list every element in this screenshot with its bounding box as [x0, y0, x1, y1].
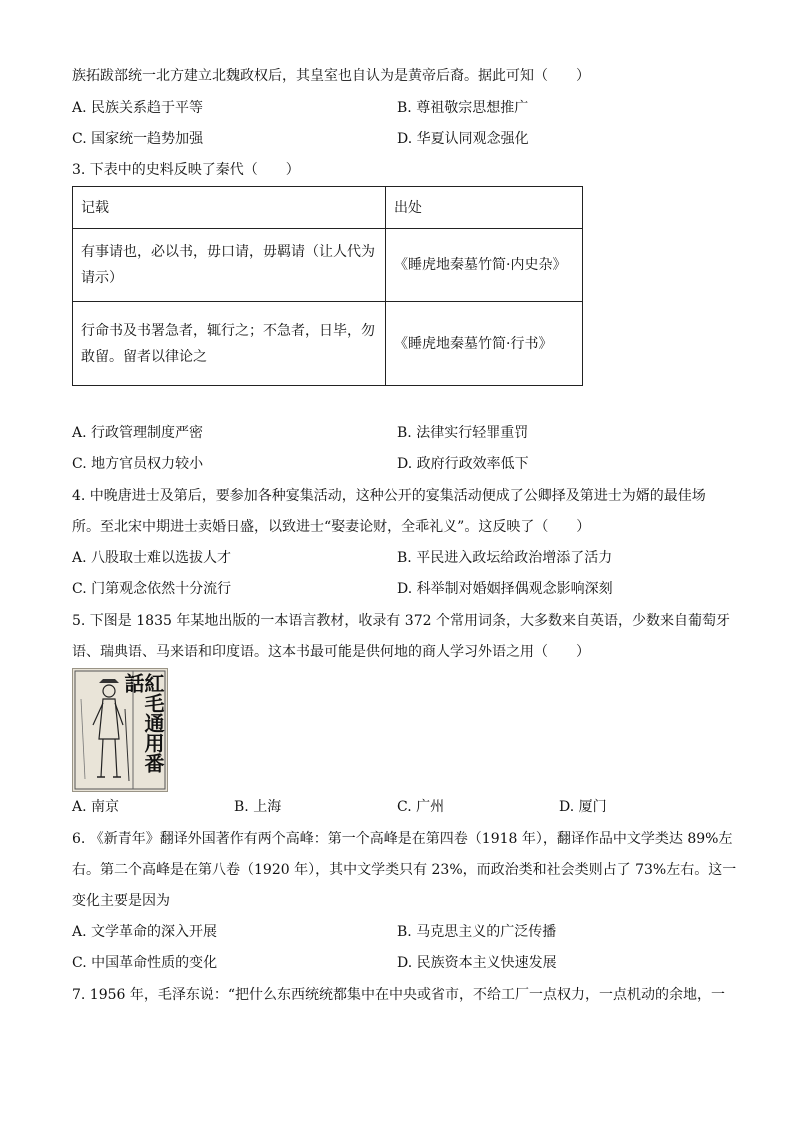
q2-option-c: C. 国家统一趋势加强	[72, 131, 204, 147]
q6-stem-line-1: 6. 《新青年》翻译外国著作有两个高峰：第一个高峰是在第四卷（1918 年），翻译作品中文学类达 89%左	[72, 831, 733, 847]
record-line: 行命书及书署急者，辄行之；不急者，日毕，勿	[81, 322, 375, 339]
q3-option-d: D. 政府行政效率低下	[397, 456, 529, 472]
table-header-row	[73, 187, 583, 229]
q2-stem-tail: 族拓跋部统一北方建立北魏政权后，其皇室也自认为是黄帝后裔。据此可知（ ）	[72, 68, 590, 84]
record-line: 敢留。留者以律论之	[81, 348, 207, 365]
q3-stem: 3. 下表中的史料反映了秦代（ ）	[72, 162, 300, 178]
table-cell-source: 《睡虎地秦墓竹简·行书》	[386, 302, 583, 386]
q5-option-d: D. 厦门	[559, 799, 607, 815]
q5-option-b: B. 上海	[234, 799, 282, 815]
q3-option-c: C. 地方官员权力较小	[72, 456, 204, 472]
q2-option-b: B. 尊祖敬宗思想推广	[397, 100, 529, 116]
q5-stem-line-1: 5. 下图是 1835 年某地出版的一本语言教材，收录有 372 个常用词条，大多数来自英语，少数来自葡萄牙	[72, 613, 730, 629]
q6-option-d: D. 民族资本主义快速发展	[397, 955, 557, 971]
q6-option-c: C. 中国革命性质的变化	[72, 955, 218, 971]
q3-option-b: B. 法律实行轻罪重罚	[397, 425, 529, 441]
table-header-source: 出处	[386, 187, 583, 229]
q6-option-a: A. 文学革命的深入开展	[72, 924, 218, 940]
q2-option-a: A. 民族关系趋于平等	[72, 100, 204, 116]
record-line: 请示）	[81, 270, 123, 286]
table-cell-record	[73, 229, 386, 302]
table-row	[73, 229, 583, 302]
q6-stem-line-2: 右。第二个高峰是在第八卷（1920 年），其中文学类只有 23%，而政治类和社会类则占了 73%左右。这一	[72, 862, 737, 878]
q3-option-a: A. 行政管理制度严密	[72, 425, 204, 441]
q4-option-b: B. 平民进入政坛给政治增添了活力	[397, 550, 613, 566]
q6-stem-line-3: 变化主要是因为	[72, 893, 170, 909]
q5-option-a: A. 南京	[72, 799, 120, 815]
q4-option-c: C. 门第观念依然十分流行	[72, 581, 232, 597]
q7-stem-line-1: 7. 1956 年，毛泽东说：“把什么东西统统都集中在中央或省市，不给工厂一点权力，一点机动的余地，一	[72, 987, 726, 1003]
figure-title-text: 紅毛通用番話	[121, 673, 165, 773]
q4-option-a: A. 八股取士难以选拔人才	[72, 550, 232, 566]
record-line: 有事请也，必以书，毋口请，毋羁请（让人代为	[81, 244, 375, 260]
q5-option-c: C. 广州	[397, 799, 445, 815]
q6-option-b: B. 马克思主义的广泛传播	[397, 924, 557, 940]
table-row	[73, 302, 583, 386]
q4-stem-line-2: 所。至北宋中期进士卖婚日盛，以致进士“娶妻论财，全乖礼义”。这反映了（ ）	[72, 519, 591, 535]
q5-stem-line-2: 语、瑞典语、马来语和印度语。这本书最可能是供何地的商人学习外语之用（ ）	[72, 644, 590, 660]
q4-stem-line-1: 4. 中晚唐进士及第后，要参加各种宴集活动，这种公开的宴集活动便成了公卿择及第进士为婿的最佳场	[72, 488, 706, 504]
q2-option-d: D. 华夏认同观念强化	[397, 131, 529, 147]
q4-option-d: D. 科举制对婚姻择偶观念影响深刻	[397, 581, 613, 597]
q3-source-table	[72, 186, 583, 386]
table-cell-record	[73, 302, 386, 386]
table-cell-source: 《睡虎地秦墓竹简·内史杂》	[386, 229, 583, 302]
textbook-cover-image	[72, 668, 168, 792]
table-header-record: 记载	[73, 187, 386, 229]
